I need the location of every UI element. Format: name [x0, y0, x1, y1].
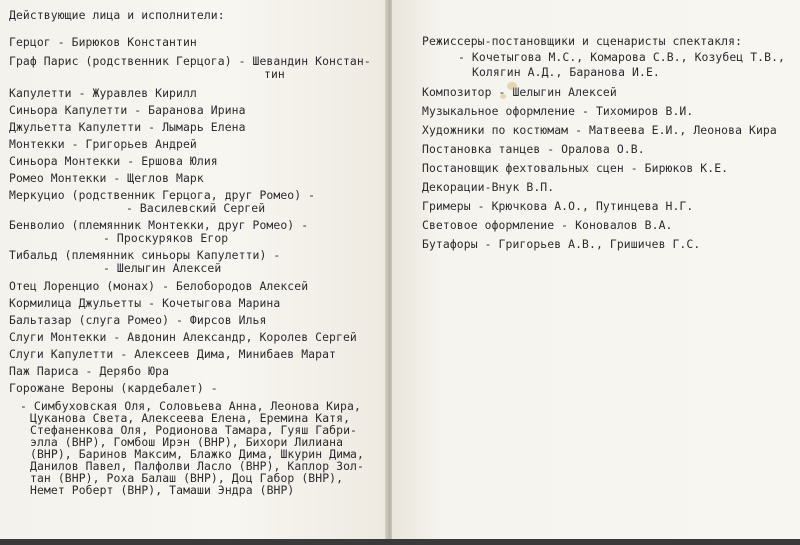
cast-line: - Шелыгин Алексей: [103, 261, 222, 275]
cast-line: Бальтазар (слуга Ромео) - Фирсов Илья: [9, 313, 267, 327]
cast-line: Слуги Монтекки - Авдонин Александр, Королев Сергей: [9, 330, 357, 344]
cast-line: Синьора Капулетти - Баранова Ирина: [9, 103, 246, 117]
cast-line: Бенволио (племянник Монтекки, друг Ромео) -: [9, 218, 309, 232]
ensemble-line: Немет Роберт (ВНР), Тамаши Эндра (ВНР): [30, 483, 295, 497]
cast-line: Меркуцио (родственник Герцога, друг Ромео) -: [9, 188, 316, 202]
credits-heading: Режиссеры-постановщики и сценаристы спектакля:: [422, 34, 743, 48]
credits-line: Бутафоры - Григорьев А.В., Гришичев Г.С.: [422, 237, 701, 251]
credits-line: Художники по костюмам - Матвеева Е.И., Леонова Кира: [422, 123, 777, 137]
cast-line: Ромео Монтекки - Щеглов Марк: [9, 171, 204, 185]
cast-line: Синьора Монтекки - Ершова Юлия: [9, 154, 218, 168]
scan-edge: [0, 539, 800, 545]
cast-line: Кормилица Джульетты - Кочетыгова Марина: [9, 296, 281, 310]
cast-line: Джульетта Капулетти - Лымарь Елена: [9, 120, 246, 134]
cast-line: - Проскуряков Егор: [103, 231, 229, 245]
credits-line: Гримеры - Крючкова А.О., Путинцева Н.Г.: [422, 199, 694, 213]
cast-line: Отец Лоренцио (монах) - Белобородов Алексей: [9, 279, 309, 293]
cast-line: Слуги Капулетти - Алексеев Дима, Минибаев Марат: [9, 347, 337, 361]
left-page: [0, 0, 387, 545]
ensemble-line: - Симбуховская Оля, Соловьева Анна, Леонова Кира,: [20, 399, 361, 413]
credits-line: Световое оформление - Коновалов В.А.: [422, 218, 673, 232]
cast-line: Паж Париса - Дерябо Юра: [9, 364, 170, 378]
cast-line: Монтекки - Григорьев Андрей: [9, 137, 197, 151]
cast-heading: Действующие лица и исполнители:: [9, 8, 225, 22]
credits-line: Декорации-Внук В.П.: [422, 180, 555, 194]
cast-line: - Василевский Сергей: [126, 201, 266, 215]
paper-stain: [500, 94, 506, 99]
ensemble-line: элла (ВНР), Гомбош Ирэн (ВНР), Бихори Лилиана: [30, 435, 344, 449]
credits-line: Постановка танцев - Оралова О.В.: [422, 142, 645, 156]
credits-line: Колягин А.Д., Баранова И.Е.: [472, 65, 660, 79]
cast-line: Граф Парис (родственник Герцога) - Шевандин Констан-: [9, 54, 371, 68]
ensemble-line: Данилов Павел, Палфолви Ласло (ВНР), Каплор Зол-: [30, 459, 364, 473]
credits-line: Музыкальное оформление - Тихомиров В.И.: [422, 104, 694, 118]
cast-line: Герцог - Бирюков Константин: [9, 35, 197, 49]
credits-line: - Кочетыгова М.С., Комарова С.В., Козубец Т.В.,: [458, 50, 786, 64]
ensemble-line: тан (ВНР), Роха Балаш (ВНР), Доц Габор (ВНР),: [30, 471, 344, 485]
paper-stain: [507, 82, 517, 90]
cast-line: тин: [264, 67, 285, 81]
ensemble-line: (ВНР), Баринов Максим, Блажко Дима, Шкурин Дима,: [30, 447, 364, 461]
right-page: [392, 0, 800, 545]
cast-line: Горожане Вероны (кардебалет) -: [9, 381, 218, 395]
ensemble-line: Стефаненкова Оля, Родионова Тамара, Гуяш Габри-: [30, 423, 358, 437]
ensemble-line: Цуканова Света, Алексеева Елена, Еремина Катя,: [30, 411, 351, 425]
cast-line: Тибальд (племянник синьоры Капулетти) -: [9, 248, 281, 262]
credits-line: Постановщик фехтовальных сцен - Бирюков К.Е.: [422, 161, 729, 175]
credits-line: Композитор - Шелыгин Алексей: [422, 85, 617, 99]
cast-line: Капулетти - Журавлев Кирилл: [9, 86, 197, 100]
